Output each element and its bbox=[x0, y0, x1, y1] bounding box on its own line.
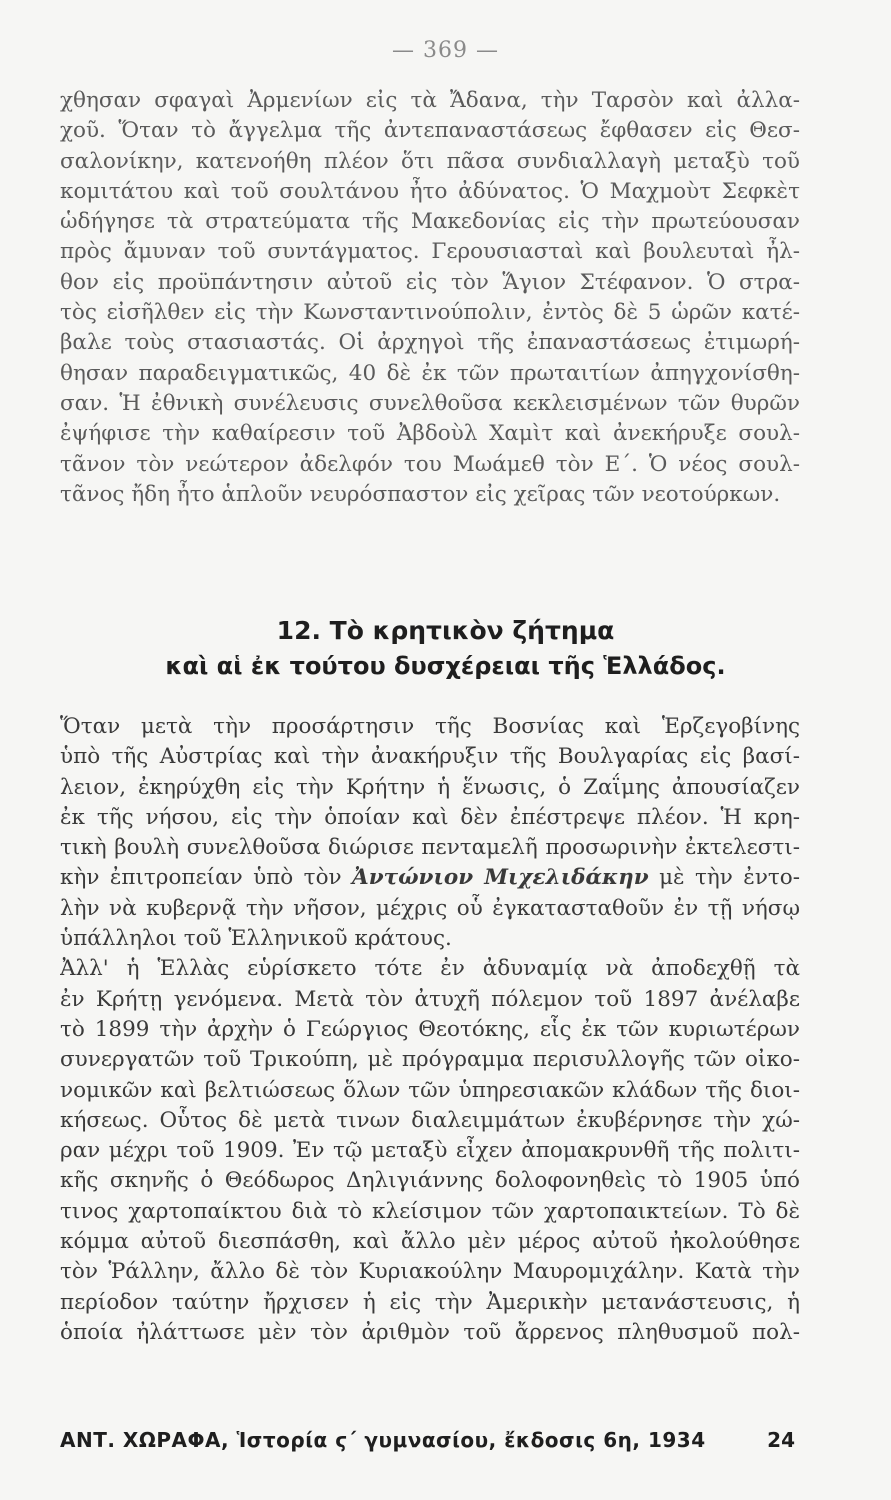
text-line: θον εἰς προϋπάντησιν αὐτοῦ εἰς τὸν Ἅγιον Στέφανον. Ὁ στρα- bbox=[60, 269, 800, 295]
text-line: ἐκ τῆς νήσου, εἰς τὴν ὁποίαν καὶ δὲν ἐπέστρεψε πλέον. Ἡ κρη- bbox=[60, 804, 800, 830]
text-line: σαλονίκην, κατενοήθη πλέον ὅτι πᾶσα συνδιαλλαγὴ μεταξὺ τοῦ bbox=[60, 148, 800, 174]
text-line: τᾶνος ἤδη ἦτο ἁπλοῦν νευρόσπαστον εἰς χεῖρας τῶν νεοτούρκων. bbox=[60, 481, 781, 507]
text-line: χοῦ. Ὅταν τὸ ἄγγελμα τῆς ἀντεπαναστάσεως ἔφθασεν εἰς Θεσ- bbox=[60, 118, 800, 144]
emphasized-name: Ἀντώνιον Μιχελιδάκην bbox=[352, 865, 649, 891]
text-line: λειον, ἐκηρύχθη εἰς τὴν Κρήτην ἡ ἕνωσις, ὁ Ζαΐμης ἀπουσίαζεν bbox=[60, 774, 800, 800]
text-line: λὴν νὰ κυβερνᾷ τὴν νῆσον, μέχρις οὗ ἐγκατασταθοῦν ἐν τῇ νήσῳ bbox=[60, 895, 800, 921]
text-segment: κὴν ἐπιτροπείαν ὑπὸ τὸν bbox=[60, 865, 353, 891]
text-line: νομικῶν καὶ βελτιώσεως ὅλων τῶν ὑπηρεσιακῶν κλάδων τῆς διοι- bbox=[60, 1077, 800, 1103]
section-title: 12. Τὸ κρητικὸν ζήτημα bbox=[276, 616, 615, 645]
text-line: κήσεως. Οὗτος δὲ μετὰ τινων διαλειμμάτων ἐκυβέρνησε τὴν χώ- bbox=[60, 1107, 800, 1133]
text-line: χθησαν σφαγαὶ Ἀρμενίων εἰς τὰ Ἄδανα, τὴν Ταρσὸν καὶ ἀλλα- bbox=[60, 88, 800, 113]
text-line: τὸ 1899 τὴν ἀρχὴν ὁ Γεώργιος Θεοτόκης, εἷς ἐκ τῶν κυριωτέρων bbox=[60, 1016, 800, 1042]
page-number: — 369 — bbox=[392, 38, 499, 63]
text-line: σαν. Ἡ ἐθνικὴ συνέλευσις συνελθοῦσα κεκλεισμένων τῶν θυρῶν bbox=[60, 390, 800, 416]
text-line: κόμμα αὐτοῦ διεσπάσθη, καὶ ἄλλο μὲν μέρος αὐτοῦ ἠκολούθησε bbox=[60, 1229, 800, 1255]
text-line: πρὸς ἄμυναν τοῦ συντάγματος. Γερουσιασταὶ καὶ βουλευταὶ ἦλ- bbox=[60, 239, 800, 265]
section-subtitle: καὶ αἱ ἐκ τούτου δυσχέρειαι τῆς Ἑλλάδος. bbox=[165, 652, 726, 680]
footer-citation: ΑΝΤ. ΧΩΡΑΦΑ, Ἱστορία ϛ΄ γυμνασίου, ἔκδοσις 6η, 1934 bbox=[60, 1428, 706, 1452]
text-segment: μὲ τὴν ἐντο- bbox=[648, 865, 800, 891]
section-heading bbox=[0, 614, 891, 684]
text-line: Ὅταν μετὰ τὴν προσάρτησιν τῆς Βοσνίας καὶ Ἑρζεγοβίνης bbox=[60, 714, 800, 739]
text-line-with-name bbox=[60, 863, 800, 893]
text-line: ραν μέχρι τοῦ 1909. Ἐν τῷ μεταξὺ εἶχεν ἀπομακρυνθῆ τῆς πολιτι- bbox=[60, 1138, 800, 1164]
text-line: ὑπὸ τῆς Αὐστρίας καὶ τὴν ἀνακήρυξιν τῆς Βουλγαρίας εἰς βασί- bbox=[60, 744, 800, 770]
footer-signature-number: 24 bbox=[767, 1428, 795, 1452]
text-line: ἐψήφισε τὴν καθαίρεσιν τοῦ Ἀβδοὺλ Χαμὶτ καὶ ἀνεκήρυξε σουλ- bbox=[60, 421, 800, 447]
text-line: τικὴ βουλὴ συνελθοῦσα διώρισε πενταμελῆ προσωρινὴν ἐκτελεστι- bbox=[60, 835, 800, 861]
paragraph-lower bbox=[60, 712, 800, 1348]
text-line: ἐν Κρήτῃ γενόμενα. Μετὰ τὸν ἀτυχῆ πόλεμον τοῦ 1897 ἀνέλαβε bbox=[60, 986, 800, 1012]
text-line: Ἀλλ' ἡ Ἑλλὰς εὑρίσκετο τότε ἐν ἀδυναμίᾳ νὰ ἀποδεχθῇ τὰ bbox=[60, 956, 800, 982]
text-line: ὁποία ἠλάττωσε μὲν τὸν ἀριθμὸν τοῦ ἄρρενος πληθυσμοῦ πολ- bbox=[60, 1319, 800, 1345]
text-line: κομιτάτου καὶ τοῦ σουλτάνου ἦτο ἀδύνατος. Ὁ Μαχμοὺτ Σεφκὲτ bbox=[60, 178, 800, 204]
text-line: συνεργατῶν τοῦ Τρικούπη, μὲ πρόγραμμα περισυλλογῆς τῶν οἰκο- bbox=[60, 1047, 800, 1073]
text-line: κῆς σκηνῆς ὁ Θεόδωρος Δηλιγιάννης δολοφονηθεὶς τὸ 1905 ὑπό bbox=[60, 1168, 800, 1194]
text-line: τὸς εἰσῆλθεν εἰς τὴν Κωνσταντινούπολιν, ἐντὸς δὲ 5 ὡρῶν κατέ- bbox=[60, 300, 800, 326]
page-footer bbox=[60, 1428, 795, 1452]
text-line: περίοδον ταύτην ἤρχισεν ἡ εἰς τὴν Ἀμερικὴν μετανάστευσις, ἡ bbox=[60, 1289, 800, 1315]
text-line: τινος χαρτοπαίκτου διὰ τὸ κλείσιμον τῶν χαρτοπαικτείων. Τὸ δὲ bbox=[60, 1198, 800, 1224]
text-line: βαλε τοὺς στασιαστάς. Οἱ ἀρχηγοὶ τῆς ἐπαναστάσεως ἐτιμωρή- bbox=[60, 330, 800, 356]
paragraph-upper bbox=[60, 86, 800, 510]
text-line: ὡδήγησε τὰ στρατεύματα τῆς Μακεδονίας εἰς τὴν πρωτεύουσαν bbox=[60, 209, 800, 235]
text-line: θησαν παραδειγματικῶς, 40 δὲ ἐκ τῶν πρωταιτίων ἀπηγχονίσθη- bbox=[60, 360, 800, 386]
text-line: τᾶνον τὸν νεώτερον ἀδελφόν του Μωάμεθ τὸν Ε΄. Ὁ νέος σουλ- bbox=[60, 451, 800, 477]
text-line: ὑπάλληλοι τοῦ Ἑλληνικοῦ κράτους. bbox=[60, 926, 452, 952]
text-line: τὸν Ῥάλλην, ἄλλο δὲ τὸν Κυριακούλην Μαυρομιχάλην. Κατὰ τὴν bbox=[60, 1259, 800, 1285]
